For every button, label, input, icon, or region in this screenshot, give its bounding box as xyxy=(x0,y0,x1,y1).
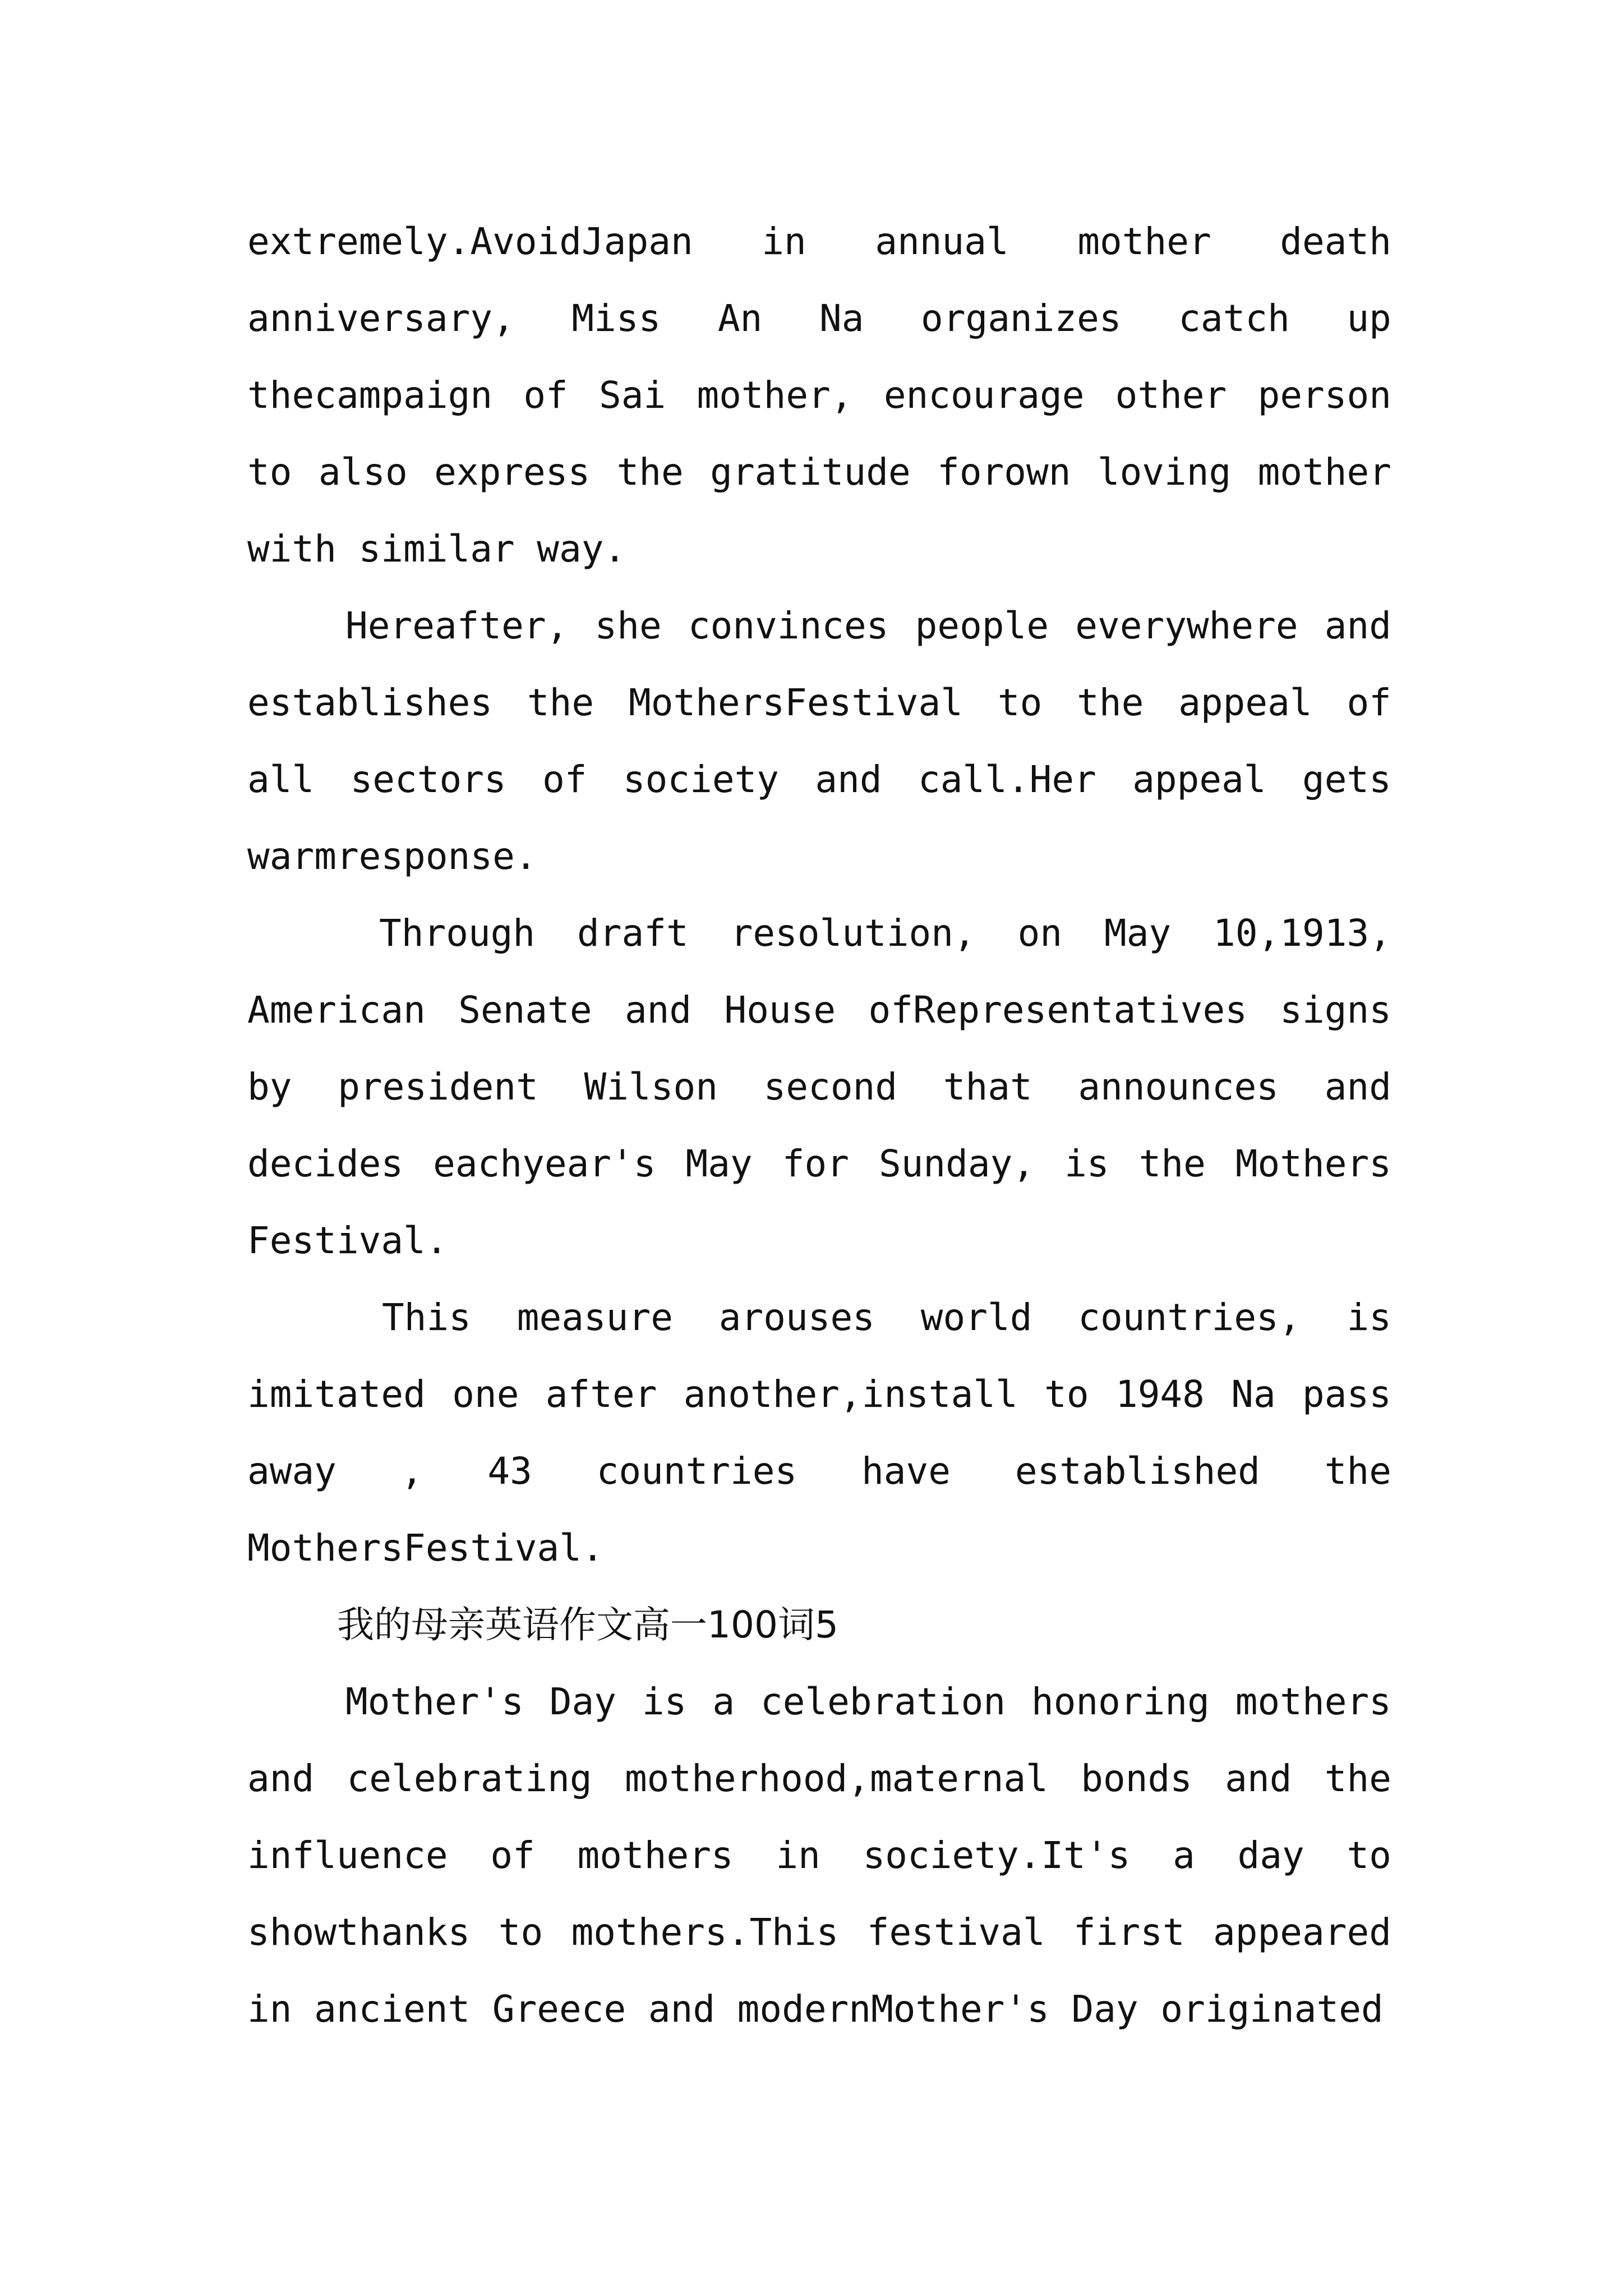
word: to xyxy=(498,1911,543,1954)
word: first xyxy=(1073,1911,1185,1954)
word: MothersFestival xyxy=(628,681,963,724)
word: everywhere xyxy=(1075,604,1298,647)
text-line xyxy=(247,1450,1391,1530)
word: Miss xyxy=(571,297,661,340)
text-line xyxy=(247,220,1391,300)
word: Sunday, xyxy=(878,1142,1035,1185)
paragraph xyxy=(247,1296,1391,1607)
word: extremely.AvoidJapan xyxy=(247,220,693,263)
word: Sai xyxy=(599,374,666,417)
word: draft xyxy=(577,912,689,955)
text-line xyxy=(247,1219,1391,1299)
word: Festival. xyxy=(247,1219,448,1262)
word: of xyxy=(490,1834,535,1877)
word: a xyxy=(712,1680,735,1723)
word: Through xyxy=(379,912,536,955)
word: Mother's xyxy=(345,1680,524,1723)
word: ofRepresentatives xyxy=(868,988,1247,1032)
word: society xyxy=(623,758,780,801)
word: influence xyxy=(247,1834,448,1877)
word: countries, xyxy=(1078,1296,1301,1339)
word: American xyxy=(247,988,426,1032)
text-line xyxy=(247,374,1391,454)
word: An xyxy=(717,297,763,340)
word: the xyxy=(527,681,594,724)
word: with xyxy=(247,527,336,570)
word: in xyxy=(762,220,806,263)
word: society.It's xyxy=(863,1834,1131,1877)
word: way. xyxy=(537,527,626,570)
text-line xyxy=(247,1065,1391,1145)
word: and xyxy=(815,758,882,801)
word: of xyxy=(1347,681,1391,724)
word: also xyxy=(318,450,408,494)
word: modernMother's xyxy=(737,1987,1049,2031)
word: have xyxy=(861,1450,951,1493)
word: to xyxy=(1347,1834,1391,1877)
text-line xyxy=(247,297,1391,377)
word: Senate xyxy=(458,988,592,1032)
word: Greece xyxy=(492,1987,626,2031)
word: of xyxy=(542,758,587,801)
word: This xyxy=(382,1296,471,1339)
text-line xyxy=(247,1987,1391,2068)
text-line xyxy=(247,450,1391,531)
paragraph xyxy=(247,1680,1391,2068)
word: May xyxy=(1104,912,1172,955)
word: away xyxy=(247,1450,336,1493)
word: person xyxy=(1257,374,1391,417)
word: call.Her xyxy=(917,758,1096,801)
word: mother xyxy=(1077,220,1211,263)
word: 10,1913, xyxy=(1213,912,1391,955)
word: all xyxy=(247,758,315,801)
word: appeared xyxy=(1213,1911,1391,1954)
word: day xyxy=(1237,1834,1304,1877)
word: MothersFestival. xyxy=(247,1526,604,1570)
word: the xyxy=(1138,1142,1206,1185)
word: the xyxy=(1324,1450,1391,1493)
word: on xyxy=(1017,912,1063,955)
word: that xyxy=(943,1065,1032,1108)
word: resolution, xyxy=(730,912,976,955)
word: to xyxy=(997,681,1043,724)
word: other xyxy=(1115,374,1227,417)
word: Day xyxy=(1071,1987,1138,2031)
word: anniversary, xyxy=(247,297,515,340)
word: the xyxy=(1077,681,1144,724)
word: decides xyxy=(247,1142,404,1185)
word: May xyxy=(685,1142,753,1185)
word: convinces xyxy=(688,604,889,647)
word: and xyxy=(1225,1757,1292,1800)
word: the xyxy=(1324,1757,1391,1800)
word: forown xyxy=(937,450,1071,494)
word: for xyxy=(782,1142,849,1185)
word: is xyxy=(642,1680,687,1723)
text-line xyxy=(247,1373,1391,1453)
text-line xyxy=(247,758,1391,838)
word: the xyxy=(616,450,684,494)
document-page xyxy=(247,220,1391,2068)
text-line xyxy=(247,1757,1391,1837)
word: she xyxy=(594,604,662,647)
word: annual xyxy=(875,220,1009,263)
word: and xyxy=(648,1987,716,2031)
word: establishes xyxy=(247,681,493,724)
word: House xyxy=(724,988,836,1032)
word: gets xyxy=(1302,758,1391,801)
text-line xyxy=(247,681,1391,761)
word: sectors xyxy=(350,758,506,801)
word: bonds xyxy=(1081,1757,1192,1800)
paragraph-block xyxy=(247,1680,1391,2068)
text-line xyxy=(247,604,1391,684)
word: mothers xyxy=(1235,1680,1391,1723)
word: Na xyxy=(1231,1373,1276,1416)
word: in xyxy=(247,1987,292,2031)
word: by xyxy=(247,1065,292,1108)
paragraph xyxy=(247,220,1391,608)
paragraph xyxy=(247,604,1391,915)
word: showthanks xyxy=(247,1911,471,1954)
word: originated xyxy=(1160,1987,1384,2031)
word: encourage xyxy=(883,374,1085,417)
word: festival xyxy=(866,1911,1045,1954)
word: measure xyxy=(517,1296,673,1339)
text-line xyxy=(247,1911,1391,1991)
text-line xyxy=(247,1142,1391,1222)
word: mother xyxy=(1257,450,1391,494)
text-line xyxy=(247,1526,1391,1607)
text-line xyxy=(247,527,1391,608)
word: Mothers xyxy=(1235,1142,1391,1185)
word: loving xyxy=(1097,450,1232,494)
word: imitated xyxy=(247,1373,426,1416)
word: president xyxy=(338,1065,538,1108)
word: in xyxy=(776,1834,820,1877)
text-line xyxy=(247,988,1391,1069)
word: similar xyxy=(358,527,515,570)
word: and xyxy=(1324,604,1391,647)
word: Na xyxy=(819,297,864,340)
word: world xyxy=(920,1296,1032,1339)
text-line xyxy=(247,912,1391,992)
word: honoring xyxy=(1031,1680,1210,1723)
section-heading: 我的母亲英语作文高一100词5 xyxy=(337,1603,838,1646)
word: is xyxy=(1347,1296,1391,1339)
text-line xyxy=(247,1296,1391,1376)
word: a xyxy=(1173,1834,1195,1877)
word: , xyxy=(400,1450,423,1493)
paragraph-block xyxy=(247,220,1391,1607)
word: eachyear's xyxy=(433,1142,656,1185)
word: to xyxy=(1044,1373,1089,1416)
word: signs xyxy=(1280,988,1391,1032)
paragraph xyxy=(247,912,1391,1299)
word: mothers xyxy=(577,1834,734,1877)
text-line xyxy=(247,1834,1391,1914)
word: pass xyxy=(1302,1373,1391,1416)
text-line xyxy=(247,1680,1391,1760)
word: and xyxy=(247,1757,315,1800)
word: one xyxy=(452,1373,519,1416)
word: 43 xyxy=(487,1450,532,1493)
word: and xyxy=(624,988,692,1032)
word: appeal xyxy=(1178,681,1312,724)
word: warmresponse. xyxy=(247,835,537,878)
word: another,install xyxy=(683,1373,1018,1416)
word: gratitude xyxy=(710,450,911,494)
word: motherhood,maternal xyxy=(624,1757,1048,1800)
word: express xyxy=(434,450,591,494)
word: catch xyxy=(1178,297,1290,340)
word: death xyxy=(1280,220,1391,263)
word: and xyxy=(1324,1065,1391,1108)
word: Hereafter, xyxy=(345,604,569,647)
word: arouses xyxy=(718,1296,875,1339)
word: ancient xyxy=(314,1987,471,2031)
text-line xyxy=(247,835,1391,915)
word: to xyxy=(247,450,292,494)
word: appeal xyxy=(1132,758,1266,801)
word: organizes xyxy=(921,297,1122,340)
word: Wilson xyxy=(584,1065,718,1108)
word: thecampaign xyxy=(247,374,493,417)
word: of xyxy=(523,374,568,417)
word: is xyxy=(1064,1142,1109,1185)
word: after xyxy=(545,1373,657,1416)
word: mother, xyxy=(697,374,853,417)
word: 1948 xyxy=(1115,1373,1205,1416)
word: celebrating xyxy=(347,1757,592,1800)
word: celebration xyxy=(760,1680,1006,1723)
word: Day xyxy=(549,1680,617,1723)
word: countries xyxy=(596,1450,797,1493)
word: mothers.This xyxy=(571,1911,839,1954)
word: up xyxy=(1347,297,1391,340)
word: established xyxy=(1015,1450,1260,1493)
word: second xyxy=(763,1065,898,1108)
word: announces xyxy=(1078,1065,1279,1108)
word: people xyxy=(915,604,1049,647)
